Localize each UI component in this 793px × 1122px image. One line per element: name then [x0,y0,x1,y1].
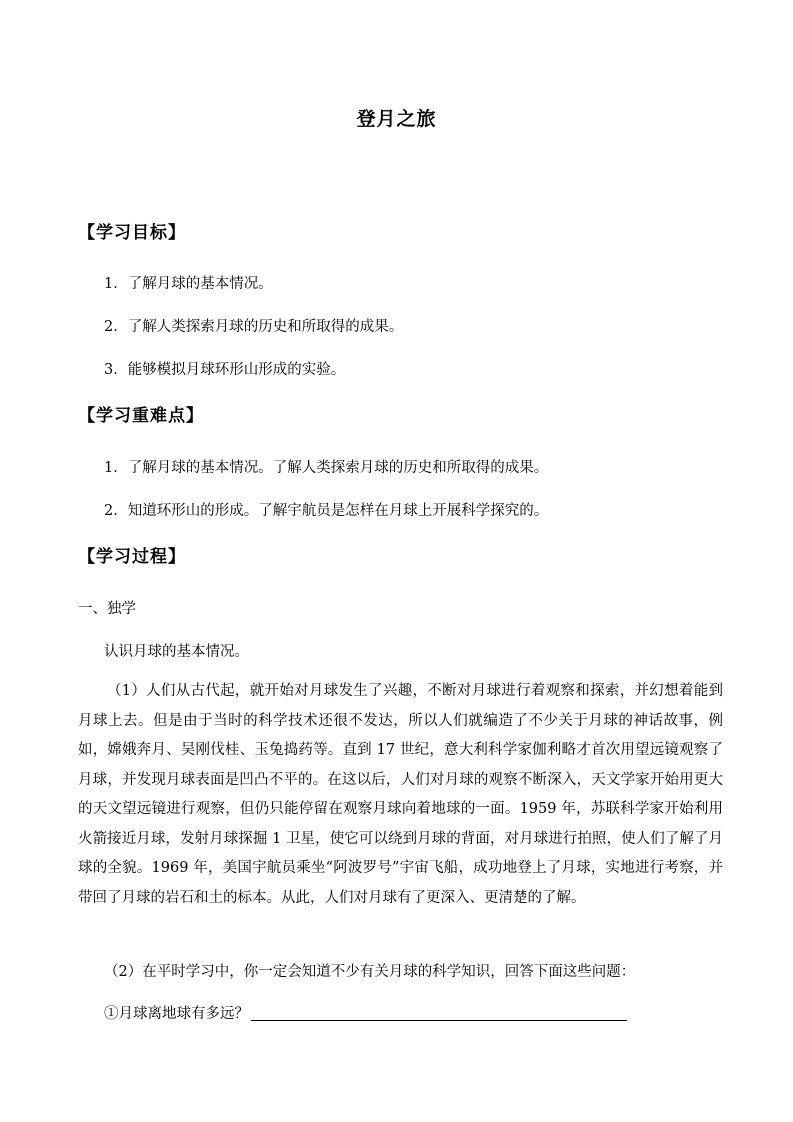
key-point-item-1: 1．了解月球的基本情况。了解人类探索月球的历史和所取得的成果。 [104,460,549,476]
objective-item-2: 2．了解人类探索月球的历史和所取得的成果。 [104,319,404,335]
question-1-text: ①月球离地球有多远？ [104,1006,249,1022]
answer-blank-line[interactable] [251,1019,627,1021]
moon-history-paragraph: （1）人们从古代起，就开始对月球发生了兴趣，不断对月球进行着观察和探索，并幻想着能到月球上去。但是由于当时的科学技术还很不发达，所以人们就编造了不少关于月球的神话故事，例如，嫦娥奔月、吴刚伐桂、玉兔捣药等。直到 17 世纪，意大利科学家伽利略才首次用望远镜观察了月球，并发现月球表面是凹凸不平的。在这以后，人们对月球的观察不断深入，天文学家开始用更大的天文望远镜进行观察，但仍只能停留在观察月球向着地球的一面。1959 年，苏联科学家开始利用火箭接近月球，发射月球探掘 1 卫星，使它可以绕到月球的背面，对月球进行拍照，使人们了解了月球的全貌。1969 年，美国宇航员乘坐“阿波罗号”宇宙飞船，成功地登上了月球，实地进行考察，并带回了月球的岩石和土的标本。从此，人们对月球有了更深入、更清楚的了解。 [78,683,723,906]
objectives-heading: 【学习目标】 [78,223,186,243]
page-title: 登月之旅 [356,108,437,130]
part-one-label: 一、独学 [78,601,136,617]
objective-item-3: 3．能够模拟月球环形山形成的实验。 [104,362,346,378]
key-points-heading: 【学习重难点】 [78,406,204,426]
question-prompt: （2）在平时学习中，你一定会知道不少有关月球的科学知识，回答下面这些问题： [104,964,636,980]
key-point-item-2: 2．知道环形山的形成。了解宇航员是怎样在月球上开展科学探究的。 [104,503,549,519]
question-1 [104,1002,627,1023]
intro-text: 认识月球的基本情况。 [104,644,249,660]
objective-item-1: 1．了解月球的基本情况。 [104,276,273,292]
process-heading: 【学习过程】 [78,547,186,567]
